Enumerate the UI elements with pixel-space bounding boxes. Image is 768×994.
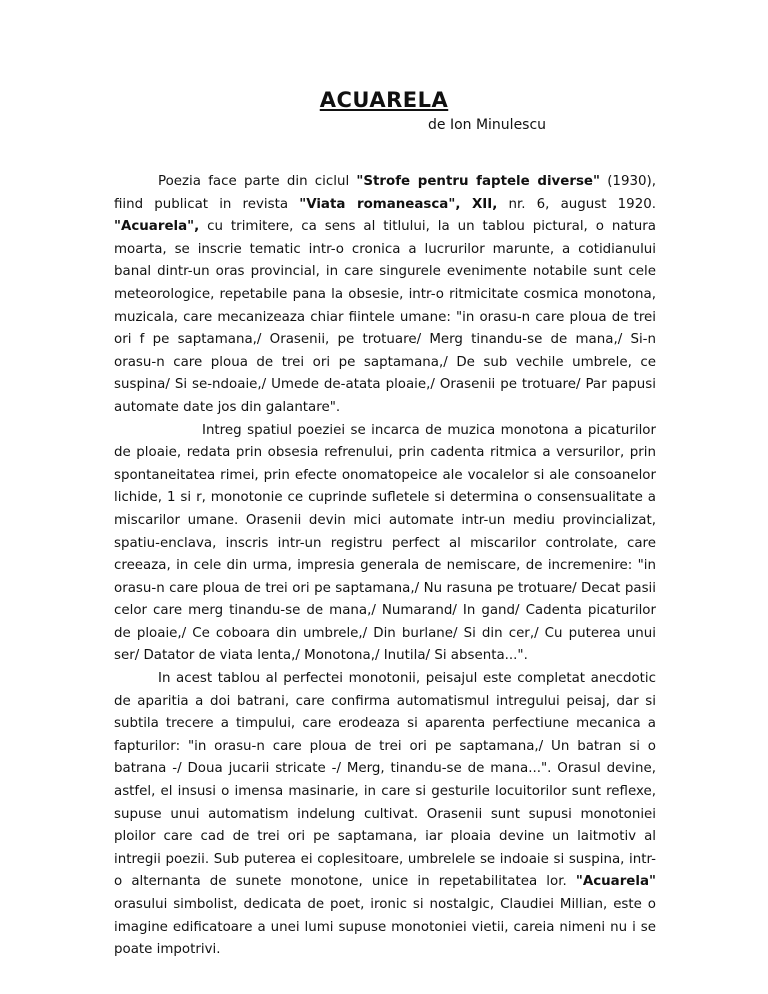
poem-title-ref: "Acuarela", (114, 219, 200, 235)
paragraph-1-text-a: Poezia face parte din ciclul (158, 174, 357, 189)
document-title: ACUARELA (319, 88, 449, 112)
paragraph-1 (114, 171, 656, 420)
document-body (114, 171, 656, 962)
magazine-title: "Viata romaneasca", XII, (299, 196, 498, 212)
paragraph-3-text-a: In acest tablou al perfectei monotonii, peisajul este completat anecdotic de aparitia a doi batrani, care confirma automatismul intregului peisaj, dar si subtila trecere a timpului, care erodeaza si aparenta perfectiune mecanica a fapturilor: "in orasu-n care ploua de trei ori pe saptamana,/ Un batran si o batrana -/ Doua jucarii stricate -/ Merg, tinandu-se de mana...". Orasul devine, astfel, el insusi o imensa masinarie, in care si gesturile locuitorilor sunt reflexe, supuse unui automatism indelung cultivat. Orasenii sunt supusi monotoniei ploilor care cad de trei ori pe saptamana, iar ploaia devine un laitmotiv al intregii poezii. Sub puterea ei coplesitoare, umbrelele se indoaie si suspina, intr-o alternanta de sunete monotone, unice in repetabilitatea lor. (114, 671, 656, 890)
paragraph-1-text-c: nr. 6, august 1920. (497, 196, 656, 212)
cycle-title: "Strofe pentru faptele diverse" (356, 174, 600, 189)
paragraph-3 (114, 668, 656, 962)
paragraph-1-text-d: cu trimitere, ca sens al titlului, la un tablou pictural, o natura moarta, se inscrie tematic intr-o cronica a lucrurilor marunte, a cotidianului banal dintr-un oras provincial, in care singurele evenimente notabile sunt cele meteorologice, repetabile pana la obsesie, intr-o ritmicitate cosmica monotona, muzicala, care mecanizeaza chiar fiintele umane: "in orasu-n care ploua de trei ori f pe saptamana,/ Orasenii, pe trotuare/ Merg tinandu-se de mana,/ Si-n orasu-n care ploua de trei ori pe saptamana,/ De sub vechile umbrele, ce suspina/ Si se-ndoaie,/ Umede de-atata ploaie,/ Orasenii pe trotuare/ Par papusi automate date jos din galantare". (114, 219, 656, 415)
paragraph-2: Intreg spatiul poeziei se incarca de muzica monotona a picaturilor de ploaie, redata prin obsesia refrenului, prin cadenta ritmica a versurilor, prin spontaneitatea rimei, prin efecte onomatopeice ale vocalelor si ale consoanelor lichide, 1 si r, monotonie ce cuprinde sufletele si determina o consensualitate a miscarilor umane. Orasenii devin mici automate intr-un mediu provincializat, spatiu-enclava, inscris intr-un registru perfect al miscarilor controlate, care creeaza, in cele din urma, impresia generala de nemiscare, de incremenire: "in orasu-n care ploua de trei ori pe saptamana,/ Nu rasuna pe trotuare/ Decat pasii celor care merg tinandu-se de mana,/ Numarand/ In gand/ Cadenta picaturilor de ploaie,/ Ce coboara din umbrele,/ Din burlane/ Si din cer,/ Cu puterea unui ser/ Datator de viata lenta,/ Monotona,/ Inutila/ Si absenta...". (114, 422, 656, 664)
paragraph-1-text-b: (1930), fiind publicat in revista (114, 174, 656, 212)
poem-title-ref-2: "Acuarela" (575, 874, 656, 890)
paragraph-3-text-b: orasului simbolist, dedicata de poet, ironic si nostalgic, Claudiei Millian, este o imagine edificatoare a unei lumi supuse monotoniei vietii, careia nimeni nu i se poate impotrivi. (114, 897, 656, 958)
author-line: de Ion Minulescu (428, 117, 547, 133)
